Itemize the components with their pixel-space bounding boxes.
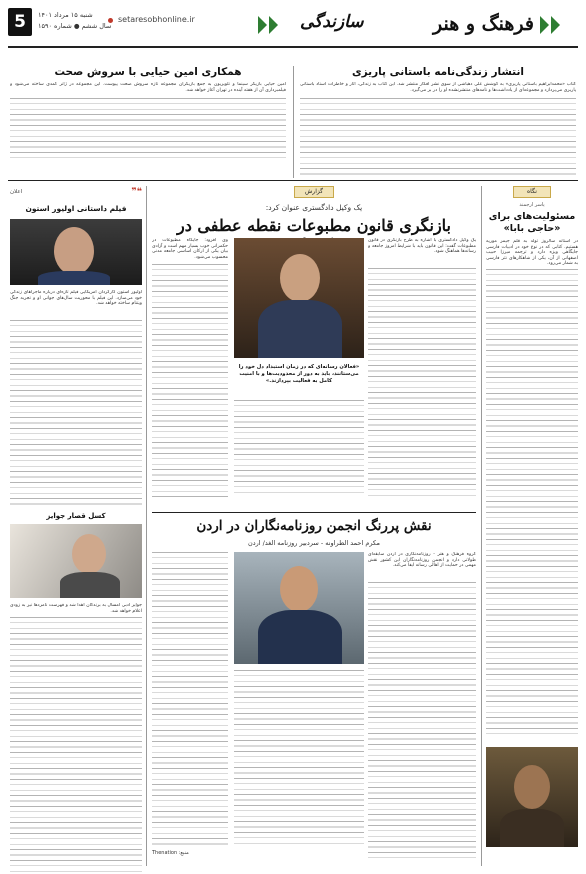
top-right-news: [300, 66, 576, 182]
left-body: [152, 552, 228, 862]
source-note: منبع: Thenation: [152, 850, 189, 856]
masthead-divider: [8, 46, 578, 48]
text-lines: [152, 552, 228, 848]
text-lines: [234, 670, 364, 846]
body-text: وی افزود: جایگاه مطبوعات در حکمرانی خوب بسیار مهم است و آزادی بیان یکی از ارکان اساسی جامعه مدنی محسوب می‌شود.: [152, 238, 228, 260]
main-article: [152, 186, 476, 506]
arrow-icon: [540, 16, 568, 34]
text-lines: [368, 268, 476, 496]
byline: مکرم احمد الطراونه - سردبیر روزنامه الغد/ اردن: [247, 539, 381, 547]
left-body: [152, 238, 228, 498]
editor-photo: [234, 552, 364, 664]
section-tag: نگاه: [513, 186, 551, 198]
section-title: فرهنگ و هنر: [433, 13, 534, 35]
right-column: [486, 186, 578, 866]
headline: انتشار زندگی‌نامه باستانی پاریزی: [351, 66, 525, 78]
award-photo: [10, 524, 142, 598]
text-lines: [152, 264, 228, 498]
kicker: یک وکیل دادگستری عنوان کرد:: [265, 203, 363, 212]
section-tag: گزارش: [294, 186, 334, 198]
lead-text: گروه فرهنگ و هنر - روزنامه‌نگاری در اردن سابقه‌ای طولانی دارد و انجمن روزنامه‌نگاران این کشور نقش مهمی در حمایت از اهالی رسانه ایفا می‌کند.: [368, 552, 476, 569]
lawyer-photo: [234, 238, 364, 358]
lead-paragraph: [368, 552, 476, 862]
masthead: [0, 0, 586, 54]
body-text: در آستانه سالروز تولد به قلم جیمز موریه هستیم. کتابی که در نوع خود در ادبیات فارسی جایگاهی ویژه دارد و ترجمه میرزا حبیب اصفهانی از آن، یکی از شاهکارهای نثر فارسی به شمار می‌رود.: [486, 239, 578, 267]
section-divider: [152, 512, 476, 513]
author-name: یاسر ارجمند: [519, 202, 545, 208]
text-lines: [10, 320, 142, 508]
issue-line: سال ششم ● شماره ۱۵۹۰: [38, 22, 112, 30]
portrait-photo: [10, 219, 142, 285]
author-portrait: [486, 747, 578, 847]
body-text: جوایز ادبی امسال به برندگان اهدا شد و فهرست نامزدها نیز به زودی اعلام خواهد شد.: [10, 603, 142, 614]
date-line: شنبه ۱۵ مرداد ۱۴۰۱: [38, 11, 93, 19]
main-headline: بازنگری قانون مطبوعات نقطه عطفی در: [176, 216, 451, 235]
article-headline: نقش پررنگ انجمن روزنامه‌نگاران در اردن: [196, 518, 432, 534]
body-text: امین حیایی بازیگر سینما و تلویزیون به جمع بازیگران مجموعه تازه سروش صحت پیوست. این مجموعه در ژانر کمدی ساخته می‌شود و فیلمبرداری آن از هفته آینده در تهران آغاز خواهد شد.: [10, 82, 286, 93]
second-article: [152, 518, 476, 866]
headline: همکاری امین حیایی با سروش صحت: [54, 66, 242, 78]
text-lines: [10, 617, 142, 874]
text-lines: [368, 582, 476, 860]
column-title: مسئولیت‌های برای «حاجی بابا»: [488, 211, 576, 234]
sub-title: کسل قصار جوایز: [46, 512, 106, 520]
arrow-icon: [258, 16, 286, 34]
left-column: [10, 186, 142, 866]
column-title: فیلم داستانی اولیور استون: [25, 204, 127, 213]
pull-quote: «فعالان رسانه‌ای که در زمان استبداد دل خود را می‌ستانند، باید به دور از محدودیت‌ها و با امنیت کامل به فعالیت بپردازند.»: [238, 364, 360, 384]
section-divider: [8, 180, 578, 181]
column-divider: [481, 186, 482, 866]
logo-mark: ❝❞: [131, 187, 142, 197]
site-url[interactable]: setaresobhonline.ir: [118, 15, 195, 24]
section-tag: اعلان: [10, 189, 23, 195]
top-left-news: [10, 66, 286, 182]
body-text: اولیور استون کارگردان آمریکایی فیلم تازه‌ای درباره ماجراهای زندگی خود می‌سازد. این فیلم با محوریت سال‌های جوانی او و تجربه جنگ ویتنام ساخته خواهد شد.: [10, 290, 142, 307]
newspaper-logo: سازندگی: [300, 12, 364, 32]
text-lines: [300, 98, 576, 176]
column-divider: [146, 186, 147, 866]
column-divider: [293, 66, 294, 178]
text-lines: [10, 98, 286, 160]
body-text: کتاب «محمدابراهیم باستانی پاریزی» به کوشش علی دهباشی از سوی نشر افکار منتشر شد. این کتاب به زندگی، آثار و خاطرات استاد باستانی پاریزی می‌پردازد و مجموعه‌ای از یادداشت‌ها و نامه‌های منتشرنشده او را در بر می‌گیرد.: [300, 82, 576, 93]
lead-text: یک وکیل دادگستری با اشاره به طرح بازنگری در قانون مطبوعات گفت: این قانون باید با شرایط امروز جامعه و رسانه‌ها هماهنگ شود.: [368, 238, 476, 255]
text-lines: [486, 269, 578, 739]
page-number: 5: [8, 8, 32, 36]
lead-paragraph: [368, 238, 476, 498]
text-lines: [234, 400, 364, 496]
